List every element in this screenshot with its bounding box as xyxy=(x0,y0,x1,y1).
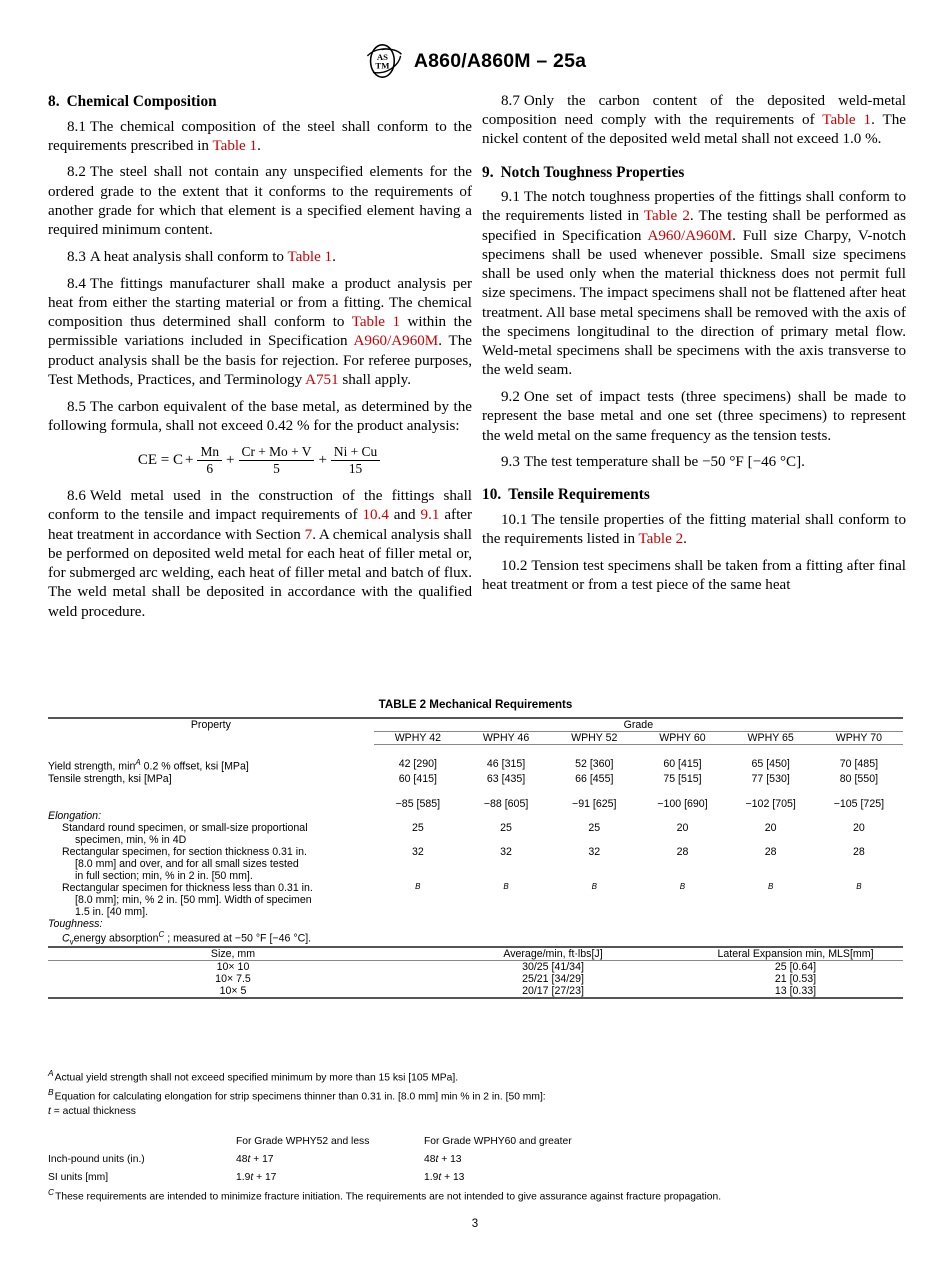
footnote-marker-b: B xyxy=(767,881,774,891)
header-grade-wphy-52: WPHY 52 xyxy=(550,732,638,745)
cell-value xyxy=(374,882,462,918)
paragraph-8-6-text-a: Weld metal used in the construction of the fittings shall conform to the tensile and impact requirements of xyxy=(48,488,472,524)
eq-const: + 17 xyxy=(253,1171,277,1183)
footnote-c-mark: C xyxy=(48,1187,55,1198)
cell-value: 28 xyxy=(764,845,777,858)
equation-si-col1 xyxy=(236,1169,424,1187)
elongation-equation-table xyxy=(48,1134,824,1187)
eq-const: + 13 xyxy=(441,1171,465,1183)
header-property: Property xyxy=(48,718,374,732)
ref-section-7[interactable]: 7 xyxy=(304,526,313,543)
footnote-b-mark: B xyxy=(48,1086,54,1097)
header-grade-group: Grade xyxy=(374,718,903,732)
toughness-header-average: Average/min, ft·lbs[J] xyxy=(418,947,688,961)
table-2-mechanical-requirements xyxy=(48,717,903,946)
paragraph-8-3-text-a: A heat analysis shall conform to xyxy=(89,248,288,265)
cell-size: 10× 10 xyxy=(48,961,418,974)
eq-var: t xyxy=(435,1154,439,1166)
cell-value: 75 [515] xyxy=(663,772,702,785)
footnote-marker-b: B xyxy=(415,881,421,891)
ref-a960-a960m[interactable]: A960/A960M xyxy=(353,333,439,350)
elong-3-line-3: 1.5 in. [40 mm]. xyxy=(75,905,149,918)
cell-value xyxy=(638,882,726,918)
formula-plus-2: + xyxy=(226,452,235,469)
formula-plus-1: + xyxy=(184,452,194,469)
cell-value: −100 [690] xyxy=(657,797,708,810)
section-heading-8 xyxy=(48,92,472,112)
paragraph-8-6-text-b: and xyxy=(388,507,421,524)
paragraph-8-2-number: 8.2 xyxy=(67,164,86,181)
cv-text-post: ; measured at −50 °F [−46 °C]. xyxy=(164,932,312,945)
ref-a960-a960m[interactable]: A960/A960M xyxy=(647,227,733,244)
paragraph-8-5 xyxy=(48,398,472,436)
section-10-title: Tensile Requirements xyxy=(508,486,650,504)
footnote-marker-b: B xyxy=(679,881,686,891)
section-10-number: 10. xyxy=(482,486,502,504)
cell-value: −88 [605] xyxy=(483,797,529,810)
cell-value: 25 xyxy=(500,821,512,834)
equation-header-grade-60-and-greater: For Grade WPHY60 and greater xyxy=(424,1136,572,1148)
paragraph-10-1-text-a: The tensile properties of the fitting material shall conform to the requirements listed in xyxy=(482,511,906,548)
row-label-elong-rect-thick xyxy=(48,846,374,882)
cell-value: 60 [415] xyxy=(663,758,702,770)
row-label-elong-rect-thin xyxy=(48,882,374,918)
equation-header-spacer xyxy=(48,1134,236,1152)
paragraph-8-4-text-c: . The product analysis shall be the basis for rejection. For referee purposes, Test Methods, Practices, and Terminology xyxy=(48,333,472,388)
table-subheading-row xyxy=(48,918,903,930)
ref-10-4[interactable]: 10.4 xyxy=(362,507,389,524)
footnote-marker-b: B xyxy=(591,881,597,891)
paragraph-8-3-text-b: . xyxy=(332,248,336,265)
eq-const: + 13 xyxy=(438,1154,462,1166)
formula-f1-denominator: 6 xyxy=(197,460,222,476)
footnote-b-text: Equation for calculating elongation for strip specimens thinner than 0.31 in. [8.0 mm] min % in 2 in. [50 mm]: xyxy=(54,1090,546,1102)
table-row xyxy=(48,846,903,882)
paragraph-8-7-text-a: Only the carbon content of the deposited weld-metal composition need comply with the requirements of xyxy=(482,93,906,129)
cell-value: 77 [530] xyxy=(751,772,790,785)
table-subheading-row xyxy=(48,810,903,822)
paragraph-9-1-number: 9.1 xyxy=(501,189,520,206)
equation-label-si: SI units [mm] xyxy=(48,1171,109,1183)
row-label-yield-strength xyxy=(48,758,374,773)
eq-coef: 1.9 xyxy=(236,1171,251,1183)
thickness-variable: t xyxy=(48,1106,51,1118)
paragraph-8-4-text-d: shall apply. xyxy=(338,371,412,388)
cell-value: 25 xyxy=(588,821,601,834)
formula-f3-denominator: 15 xyxy=(331,460,380,476)
ref-a751[interactable]: A751 xyxy=(305,371,339,388)
formula-lhs: CE = C xyxy=(137,452,183,469)
cell-value: 20 xyxy=(852,821,865,834)
formula-f3-numerator: Ni + Cu xyxy=(333,444,378,460)
cell-value: 52 [360] xyxy=(575,758,614,770)
table-row xyxy=(48,798,903,810)
table-header-row-grades xyxy=(48,732,903,745)
equation-inch-pound-col2 xyxy=(424,1151,824,1169)
section-8-number: 8. xyxy=(48,93,60,110)
subheading-elongation: Elongation: xyxy=(48,809,102,822)
paragraph-8-2-text: The steel shall not contain any unspecified elements for the ordered grade to the extent that it conforms to the requirements of another grade for which that element is a specified element having a required minimum content. xyxy=(48,164,472,239)
paragraph-8-3 xyxy=(48,248,472,267)
footnote-c xyxy=(48,1187,903,1205)
right-text-column xyxy=(482,92,906,603)
eq-coef: 48 xyxy=(236,1154,248,1166)
cell-size: 10× 7.5 xyxy=(215,973,251,986)
elong-3-line-1: Rectangular specimen for thickness less than 0.31 in. xyxy=(62,881,313,894)
cell-average: 25/21 [34/29] xyxy=(522,973,584,986)
paragraph-8-6 xyxy=(48,487,472,622)
footnote-a-mark: A xyxy=(48,1068,54,1078)
ref-table-1[interactable]: Table 1 xyxy=(351,314,401,331)
paragraph-8-1-text-a: The chemical composition of the steel shall conform to the requirements prescribed in xyxy=(48,118,472,154)
table-row xyxy=(48,773,903,785)
equation-header-row xyxy=(48,1134,824,1152)
paragraph-8-1 xyxy=(48,118,472,156)
footnote-b xyxy=(48,1087,903,1105)
cell-value: −105 [725] xyxy=(833,797,885,810)
ref-table-1[interactable]: Table 1 xyxy=(822,112,872,129)
ref-table-1[interactable]: Table 1 xyxy=(287,248,333,265)
table-row xyxy=(48,930,903,947)
formula-f2-denominator: 5 xyxy=(239,460,315,476)
cell-value: 28 xyxy=(852,845,865,858)
cell-lateral: 25 [0.64] xyxy=(688,961,903,974)
paragraph-8-4-text-b: within the permissible variations included in Specification xyxy=(48,314,473,350)
equation-header-grade-52-and-less: For Grade WPHY52 and less xyxy=(236,1136,370,1148)
paragraph-8-4 xyxy=(48,275,472,390)
subheading-toughness: Toughness: xyxy=(48,917,103,930)
cv-symbol: C xyxy=(62,932,70,945)
table-row xyxy=(48,758,903,773)
svg-text:TM: TM xyxy=(375,60,390,71)
cell-value xyxy=(462,882,550,918)
left-text-column xyxy=(48,92,472,629)
paragraph-9-1-text-a: The notch toughness properties of the fittings shall conform to the requirements listed in xyxy=(482,189,906,225)
cell-value: 20 xyxy=(676,821,689,834)
eq-const: + 17 xyxy=(250,1154,274,1166)
elong-3-line-2: [8.0 mm]; min, % 2 in. [50 mm]. Width of specimen xyxy=(75,893,312,906)
eq-coef: 48 xyxy=(424,1154,436,1166)
equation-row xyxy=(48,1151,824,1169)
table-spacer-row xyxy=(48,745,903,759)
cell-value: 70 [485] xyxy=(839,758,879,770)
ref-table-2[interactable]: Table 2 xyxy=(643,208,690,225)
table-spacer-row xyxy=(48,785,903,798)
footnote-marker-a: A xyxy=(135,758,141,767)
ref-table-2[interactable]: Table 2 xyxy=(638,531,684,548)
row-label-tensile-strength: Tensile strength, ksi [MPa] xyxy=(48,772,172,785)
standard-designation: A860/A860M – 25a xyxy=(413,49,587,72)
thickness-definition: = actual thickness xyxy=(50,1106,136,1118)
cell-average: 20/17 [27/23] xyxy=(522,985,584,998)
elong-1-line-2: specimen, min, % in 4D xyxy=(75,833,187,846)
equation-inch-pound-col1 xyxy=(236,1151,424,1169)
cell-lateral: 13 [0.33] xyxy=(774,985,817,998)
cell-value: 46 [315] xyxy=(486,758,526,770)
ref-table-1[interactable]: Table 1 xyxy=(212,137,258,154)
paragraph-9-3-number: 9.3 xyxy=(501,454,520,471)
equation-label-inch-pound: Inch-pound units (in.) xyxy=(48,1154,145,1166)
footnote-a xyxy=(48,1068,903,1086)
paragraph-9-2-number: 9.2 xyxy=(501,389,520,406)
paragraph-8-2 xyxy=(48,163,472,240)
formula-plus-3: + xyxy=(318,452,327,469)
cell-value xyxy=(550,882,638,918)
paragraph-8-4-number: 8.4 xyxy=(67,275,86,292)
paragraph-8-4-text-a: The fittings manufacturer shall make a product analysis per heat from either the starting material or from a fitting. The chemical composition thus determined shall conform to xyxy=(48,275,472,331)
paragraph-8-7-text-b: . The nickel content of the deposited weld metal shall not exceed 1.0 %. xyxy=(482,112,906,148)
footnote-marker-c: C xyxy=(158,929,165,939)
formula-f2-numerator: Cr + Mo + V xyxy=(241,444,312,460)
row-label-yield-pre: Yield strength, min xyxy=(48,760,136,773)
paragraph-10-1-text-b: . xyxy=(683,531,687,548)
page-number: 3 xyxy=(471,1218,479,1230)
ref-9-1[interactable]: 9.1 xyxy=(420,507,440,524)
cell-value: 80 [550] xyxy=(839,772,879,785)
elong-1-line-1: Standard round specimen, or small-size proportional xyxy=(62,821,308,834)
carbon-equivalent-formula xyxy=(48,445,472,476)
paragraph-8-3-number: 8.3 xyxy=(67,248,86,265)
cv-text: energy absorption xyxy=(73,932,159,945)
eq-var: t xyxy=(250,1171,254,1183)
cell-value: 20 xyxy=(764,821,777,834)
cell-value: 65 [450] xyxy=(751,758,790,770)
equation-si-col2 xyxy=(424,1169,824,1187)
paragraph-8-5-text: The carbon equivalent of the base metal, as determined by the following formula, shall not exceed 0.42 % for the product analysis: xyxy=(48,398,472,434)
cell-average: 30/25 [41/34] xyxy=(418,961,688,974)
header-grade-wphy-70: WPHY 70 xyxy=(815,732,903,745)
row-label-cv-energy-absorption xyxy=(48,930,903,947)
paragraph-8-6-number: 8.6 xyxy=(67,488,86,505)
paragraph-9-2 xyxy=(482,388,906,446)
header-grade-wphy-65: WPHY 65 xyxy=(727,732,815,745)
paragraph-8-7-number: 8.7 xyxy=(501,93,520,109)
paragraph-9-1-text-b: . The testing shall be performed as specified in Specification xyxy=(482,208,907,244)
eq-var: t xyxy=(438,1171,442,1183)
cell-value: 25 xyxy=(411,821,424,834)
section-9-title: Notch Toughness Properties xyxy=(500,163,685,181)
paragraph-8-1-text-b: . xyxy=(257,137,261,154)
toughness-row xyxy=(48,985,903,998)
cell-value: 32 xyxy=(588,845,601,858)
table-row xyxy=(48,822,903,846)
table-footnotes xyxy=(48,1068,903,1206)
page-header xyxy=(0,44,950,78)
section-8-title: Chemical Composition xyxy=(66,93,217,110)
astm-logo-icon xyxy=(364,44,404,78)
paragraph-9-3-text: The test temperature shall be −50 °F [−46 °C]. xyxy=(523,454,805,471)
cell-value: 63 [435] xyxy=(486,772,526,785)
toughness-bottom-rule-row xyxy=(48,998,903,999)
elong-2-line-2: [8.0 mm] and over, and for all small sizes tested xyxy=(75,857,299,870)
cell-value xyxy=(727,882,815,918)
equation-row xyxy=(48,1169,824,1187)
cell-value: 32 xyxy=(500,845,512,858)
cell-value: 60 [415] xyxy=(398,772,437,785)
paragraph-8-5-number: 8.5 xyxy=(67,398,86,415)
toughness-header-size: Size, mm xyxy=(48,947,418,961)
paragraph-9-2-text: One set of impact tests (three specimens) shall be made to represent the base metal and one set (three specimens) to represent the weld metal on the same frequency as the tension tests. xyxy=(482,389,906,444)
table-2-container xyxy=(48,698,903,999)
header-grade-wphy-42: WPHY 42 xyxy=(374,732,462,745)
formula-fraction-mn-6 xyxy=(197,445,222,476)
cell-lateral: 21 [0.53] xyxy=(774,973,817,986)
cell-value: −85 [585] xyxy=(395,797,441,810)
formula-fraction-crmov-5 xyxy=(239,445,315,476)
row-label-elong-standard-round xyxy=(48,822,374,846)
paragraph-9-3 xyxy=(482,453,906,472)
toughness-row xyxy=(48,961,903,974)
section-heading-9 xyxy=(482,163,906,183)
table-2-title: TABLE 2 Mechanical Requirements xyxy=(378,698,573,711)
cell-value: −102 [705] xyxy=(745,797,796,810)
row-label-tensile-upper xyxy=(48,798,374,810)
cell-value: −91 [625] xyxy=(572,797,617,810)
header-grade-wphy-46: WPHY 46 xyxy=(462,732,550,745)
formula-fraction-nicu-15 xyxy=(331,445,380,476)
paragraph-8-6-text-d: . A chemical analysis shall be performed on deposited weld metal for each heat of filler metal or, for submerged arc welding, each heat of filler metal and batch of flux. The weld metal shall be deposited in accordance with the qualified weld procedure. xyxy=(48,526,472,620)
footnote-c-text: These requirements are intended to minimize fracture initiation. The requirements are not intended to give assurance against fracture propagation. xyxy=(55,1191,722,1203)
toughness-subtable xyxy=(48,946,903,999)
eq-coef: 1.9 xyxy=(424,1171,439,1183)
cell-value xyxy=(815,882,903,918)
cell-value: 32 xyxy=(411,845,424,858)
footnote-marker-b: B xyxy=(856,881,862,891)
row-label-yield-post: 0.2 % offset, ksi [MPa] xyxy=(140,760,249,773)
paragraph-10-2 xyxy=(482,557,906,595)
paragraph-8-1-number: 8.1 xyxy=(67,118,86,135)
paragraph-9-1-text-c: . Full size Charpy, V-notch specimens shall be used whenever possible. Small size specimens shall be used only when the material thickness does not permit full size specimens. The impact specimens shall not be flattened after heat treatment. All base metal specimens shall be removed with the axis of the specimens longitudinal to the direction of primary metal flow. Weld-metal specimens shall be specimens with the axis transverse to the weld seam. xyxy=(482,227,906,379)
toughness-header-row xyxy=(48,947,903,961)
eq-var: t xyxy=(247,1154,251,1166)
section-9-number: 9. xyxy=(482,163,494,181)
header-spacer xyxy=(48,732,374,745)
cell-size: 10× 5 xyxy=(219,985,247,998)
paragraph-8-6-text-c: after heat treatment in accordance with Section xyxy=(48,507,473,543)
svg-text:AS: AS xyxy=(376,51,388,62)
header-grade-wphy-60: WPHY 60 xyxy=(638,732,726,745)
paragraph-9-1 xyxy=(482,188,906,380)
footnote-b-thickness-def xyxy=(48,1105,903,1120)
footnote-marker-b: B xyxy=(503,881,509,891)
cell-value: 42 [290] xyxy=(398,758,437,770)
cell-value: 66 [455] xyxy=(575,772,614,785)
table-row xyxy=(48,882,903,918)
toughness-row xyxy=(48,973,903,985)
toughness-header-lateral-expansion: Lateral Expansion min, MLS[mm] xyxy=(688,947,903,961)
formula-f1-numerator: Mn xyxy=(200,444,220,460)
cv-subscript: v xyxy=(69,937,74,947)
footnote-a-text: Actual yield strength shall not exceed specified minimum by more than 15 ksi [105 MPa]. xyxy=(54,1072,459,1084)
cell-value: 28 xyxy=(676,845,689,858)
paragraph-10-1 xyxy=(482,511,906,549)
paragraph-8-7 xyxy=(482,92,906,150)
paragraph-10-1-number: 10.1 xyxy=(501,511,528,528)
paragraph-10-2-text: Tension test specimens shall be taken from a fitting after final heat treatment or from a test piece of the same heat xyxy=(482,557,906,594)
elong-2-line-3: in full section; min, % in 2 in. [50 mm]. xyxy=(75,869,253,882)
elong-2-line-1: Rectangular specimen, for section thickness 0.31 in. xyxy=(62,845,307,858)
paragraph-10-2-number: 10.2 xyxy=(501,557,528,574)
section-heading-10 xyxy=(482,485,906,505)
table-header-row-top xyxy=(48,718,903,732)
